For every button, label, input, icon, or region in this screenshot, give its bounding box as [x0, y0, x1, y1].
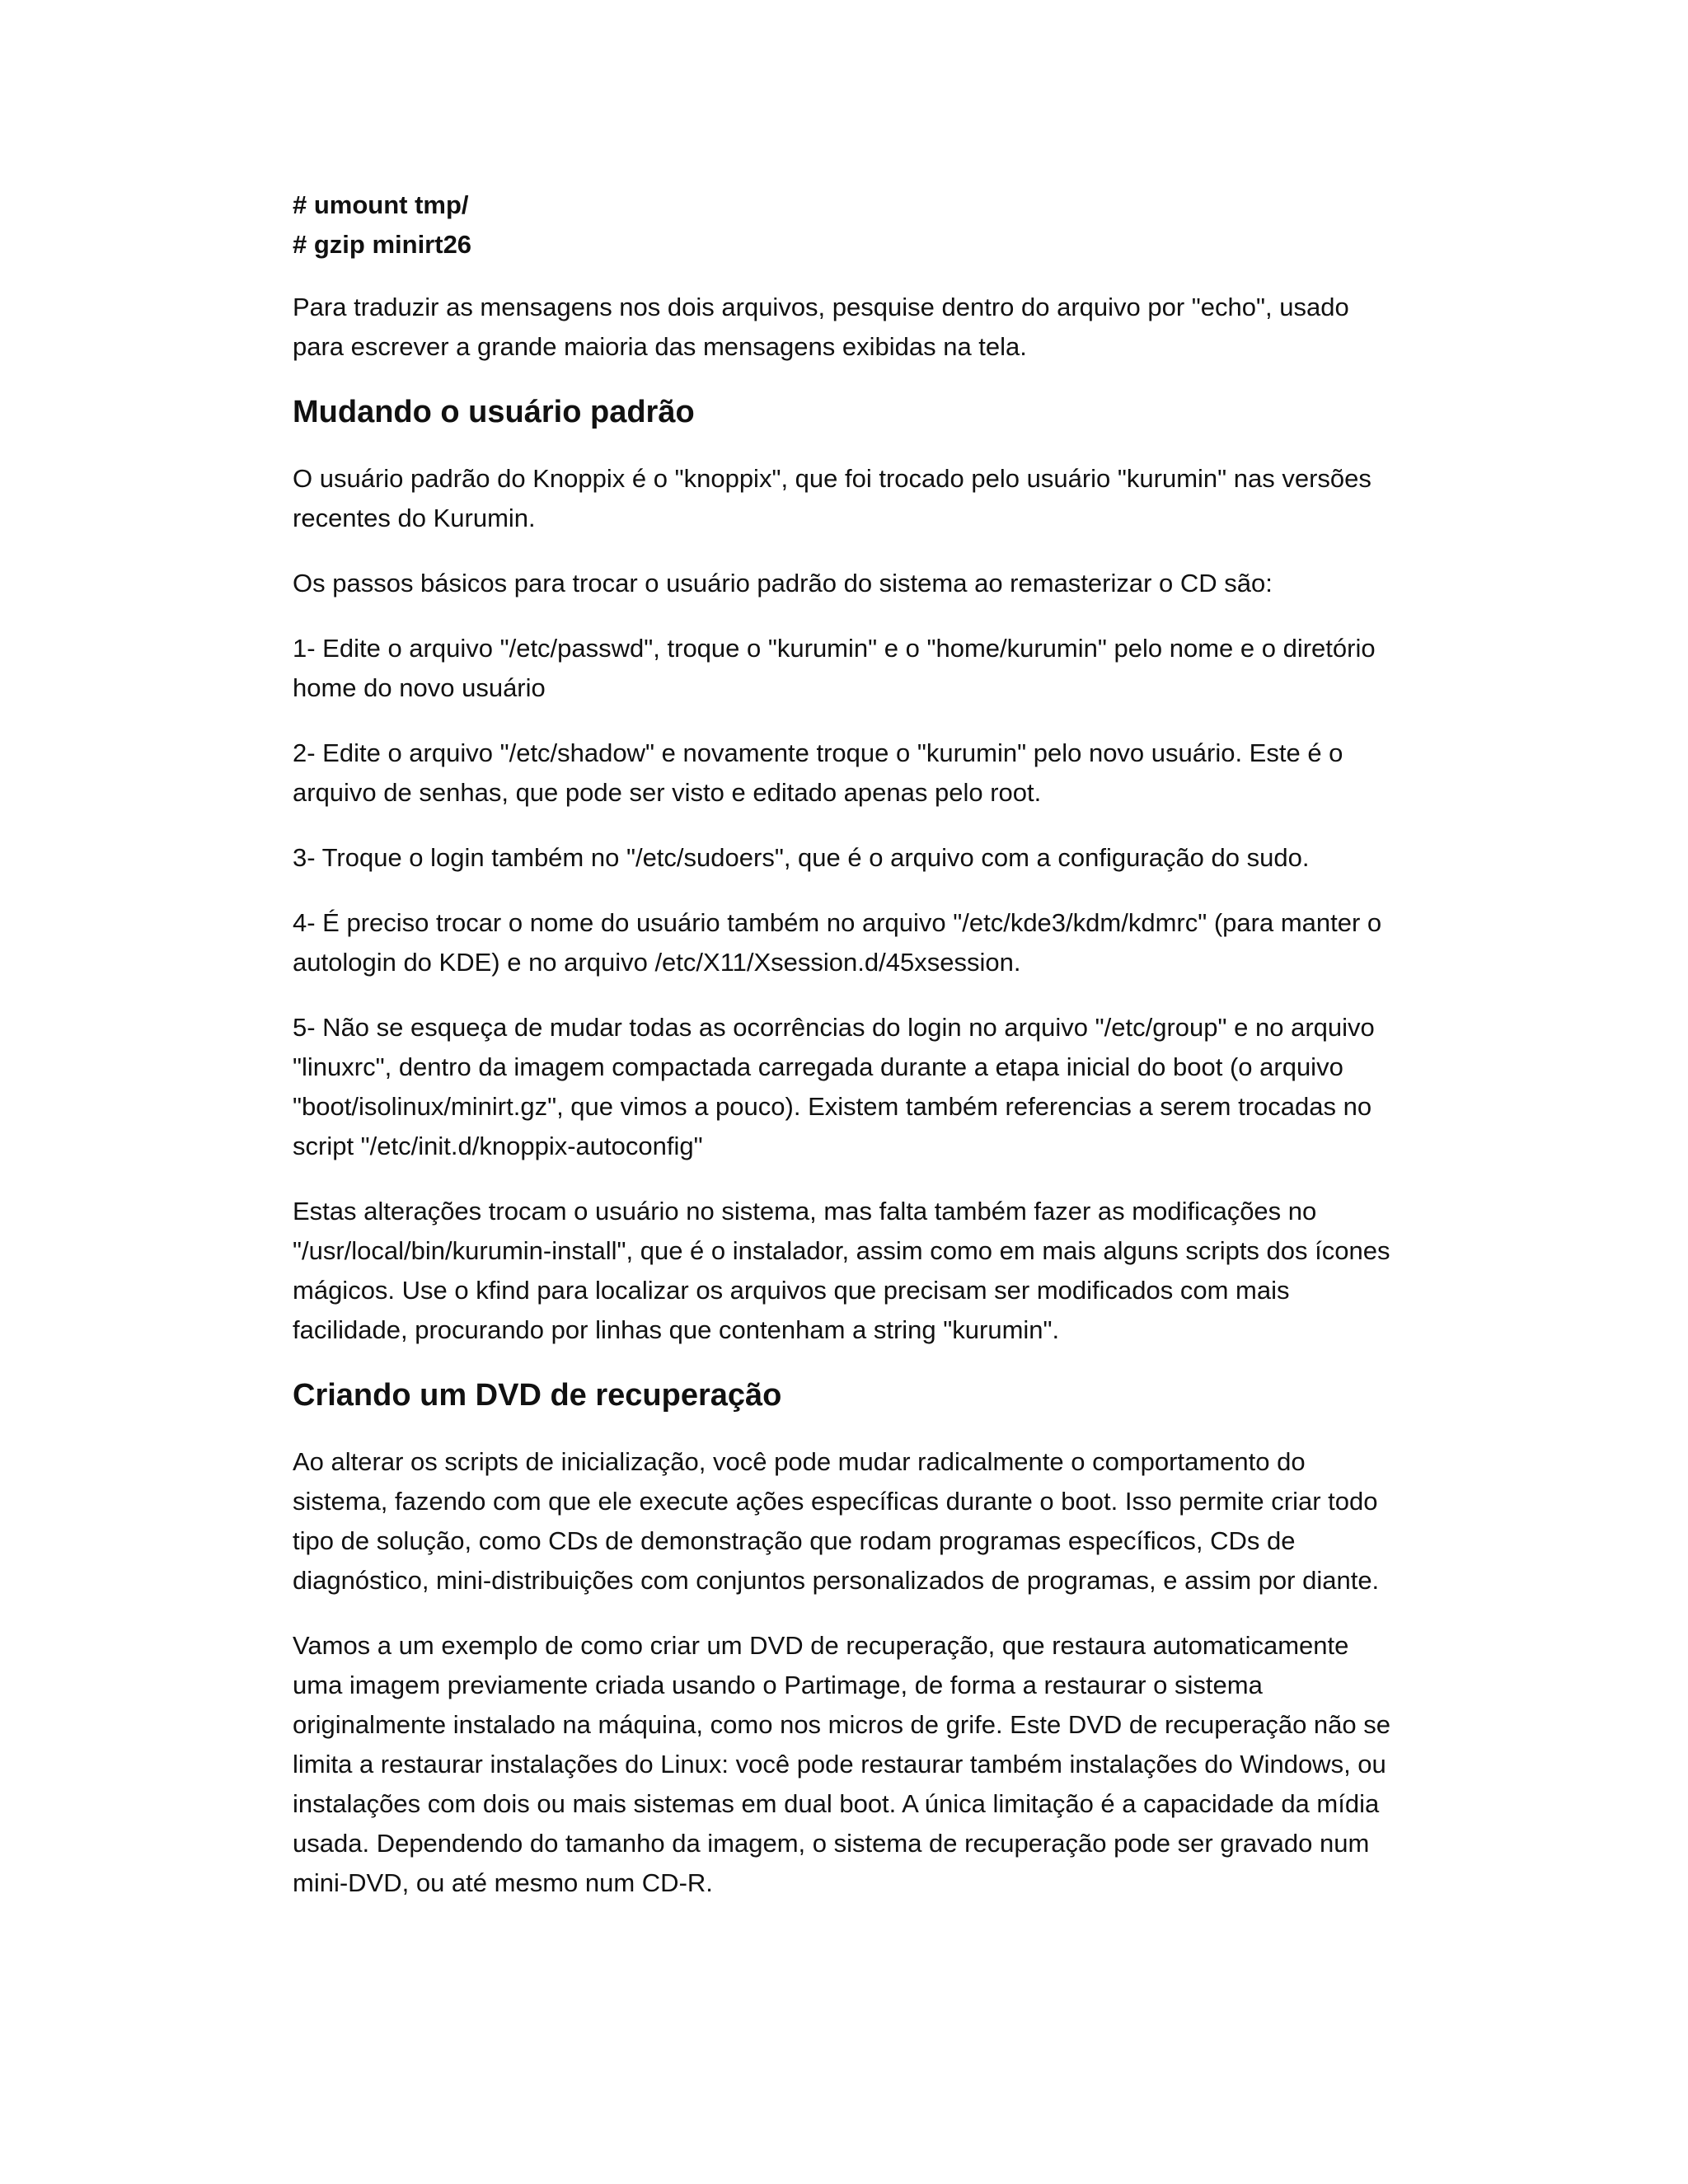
command-line: # gzip minirt26 [293, 230, 472, 259]
list-step-1: 1- Edite o arquivo "/etc/passwd", troque o "kurumin" e o "home/kurumin" pelo nome e o diretório home do novo usuário [293, 634, 1376, 702]
command-line: # umount tmp/ [293, 190, 469, 219]
list-step-4: 4- É preciso trocar o nome do usuário também no arquivo "/etc/kde3/kdm/kdmrc" (para manter o autologin do KDE) e no arquivo /etc/X11/Xsession.d/45xsession. [293, 908, 1382, 977]
paragraph: Os passos básicos para trocar o usuário padrão do sistema ao remasterizar o CD são: [293, 569, 1273, 598]
paragraph: Ao alterar os scripts de inicialização, você pode mudar radicalmente o comportamento do sistema, fazendo com que ele execute ações específicas durante o boot. Isso permite criar todo tipo de solução, como CDs de demonstração que rodam programas específicos, CDs de diagnóstico, mini-distribuições com conjuntos personalizados de programas, e assim por diante. [293, 1447, 1380, 1595]
list-step-2: 2- Edite o arquivo "/etc/shadow" e novamente troque o "kurumin" pelo novo usuário. Este é o arquivo de senhas, que pode ser visto e editado apenas pelo root. [293, 738, 1343, 807]
paragraph: Vamos a um exemplo de como criar um DVD de recuperação, que restaura automaticamente uma imagem previamente criada usando o Partimage, de forma a restaurar o sistema originalmente instalado na máquina, como nos micros de grife. Este DVD de recuperação não se limita a restaurar instalações do Linux: você pode restaurar também instalações do Windows, ou instalações com dois ou mais sistemas em dual boot. A única limitação é a capacidade da mídia usada. Dependendo do tamanho da imagem, o sistema de recuperação pode ser gravado num mini-DVD, ou até mesmo num CD-R. [293, 1631, 1391, 1897]
section-heading-dvd: Criando um DVD de recuperação [293, 1378, 782, 1413]
page-content [293, 185, 1401, 1929]
command-block [293, 185, 1401, 265]
list-step-3: 3- Troque o login também no "/etc/sudoers", que é o arquivo com a configuração do sudo. [293, 843, 1310, 872]
section-heading-usuario: Mudando o usuário padrão [293, 395, 695, 429]
paragraph: Estas alterações trocam o usuário no sistema, mas falta também fazer as modificações no "/usr/local/bin/kurumin-install", que é o instalador, assim como em mais alguns scripts dos ícones mágicos. Use o kfind para localizar os arquivos que precisam ser modificados com mais facilidade, procurando por linhas que contenham a string "kurumin". [293, 1197, 1390, 1344]
paragraph: O usuário padrão do Knoppix é o "knoppix", que foi trocado pelo usuário "kurumin" nas versões recentes do Kurumin. [293, 464, 1372, 532]
list-step-5: 5- Não se esqueça de mudar todas as ocorrências do login no arquivo "/etc/group" e no arquivo "linuxrc", dentro da imagem compactada carregada durante a etapa inicial do boot (o arquivo "boot/isolinux/minirt.gz", que vimos a pouco). Existem também referencias a serem trocadas no script "/etc/init.d/knoppix-autoconfig" [293, 1013, 1375, 1160]
intro-paragraph: Para traduzir as mensagens nos dois arquivos, pesquise dentro do arquivo por "echo", usado para escrever a grande maioria das mensagens exibidas na tela. [293, 293, 1349, 361]
